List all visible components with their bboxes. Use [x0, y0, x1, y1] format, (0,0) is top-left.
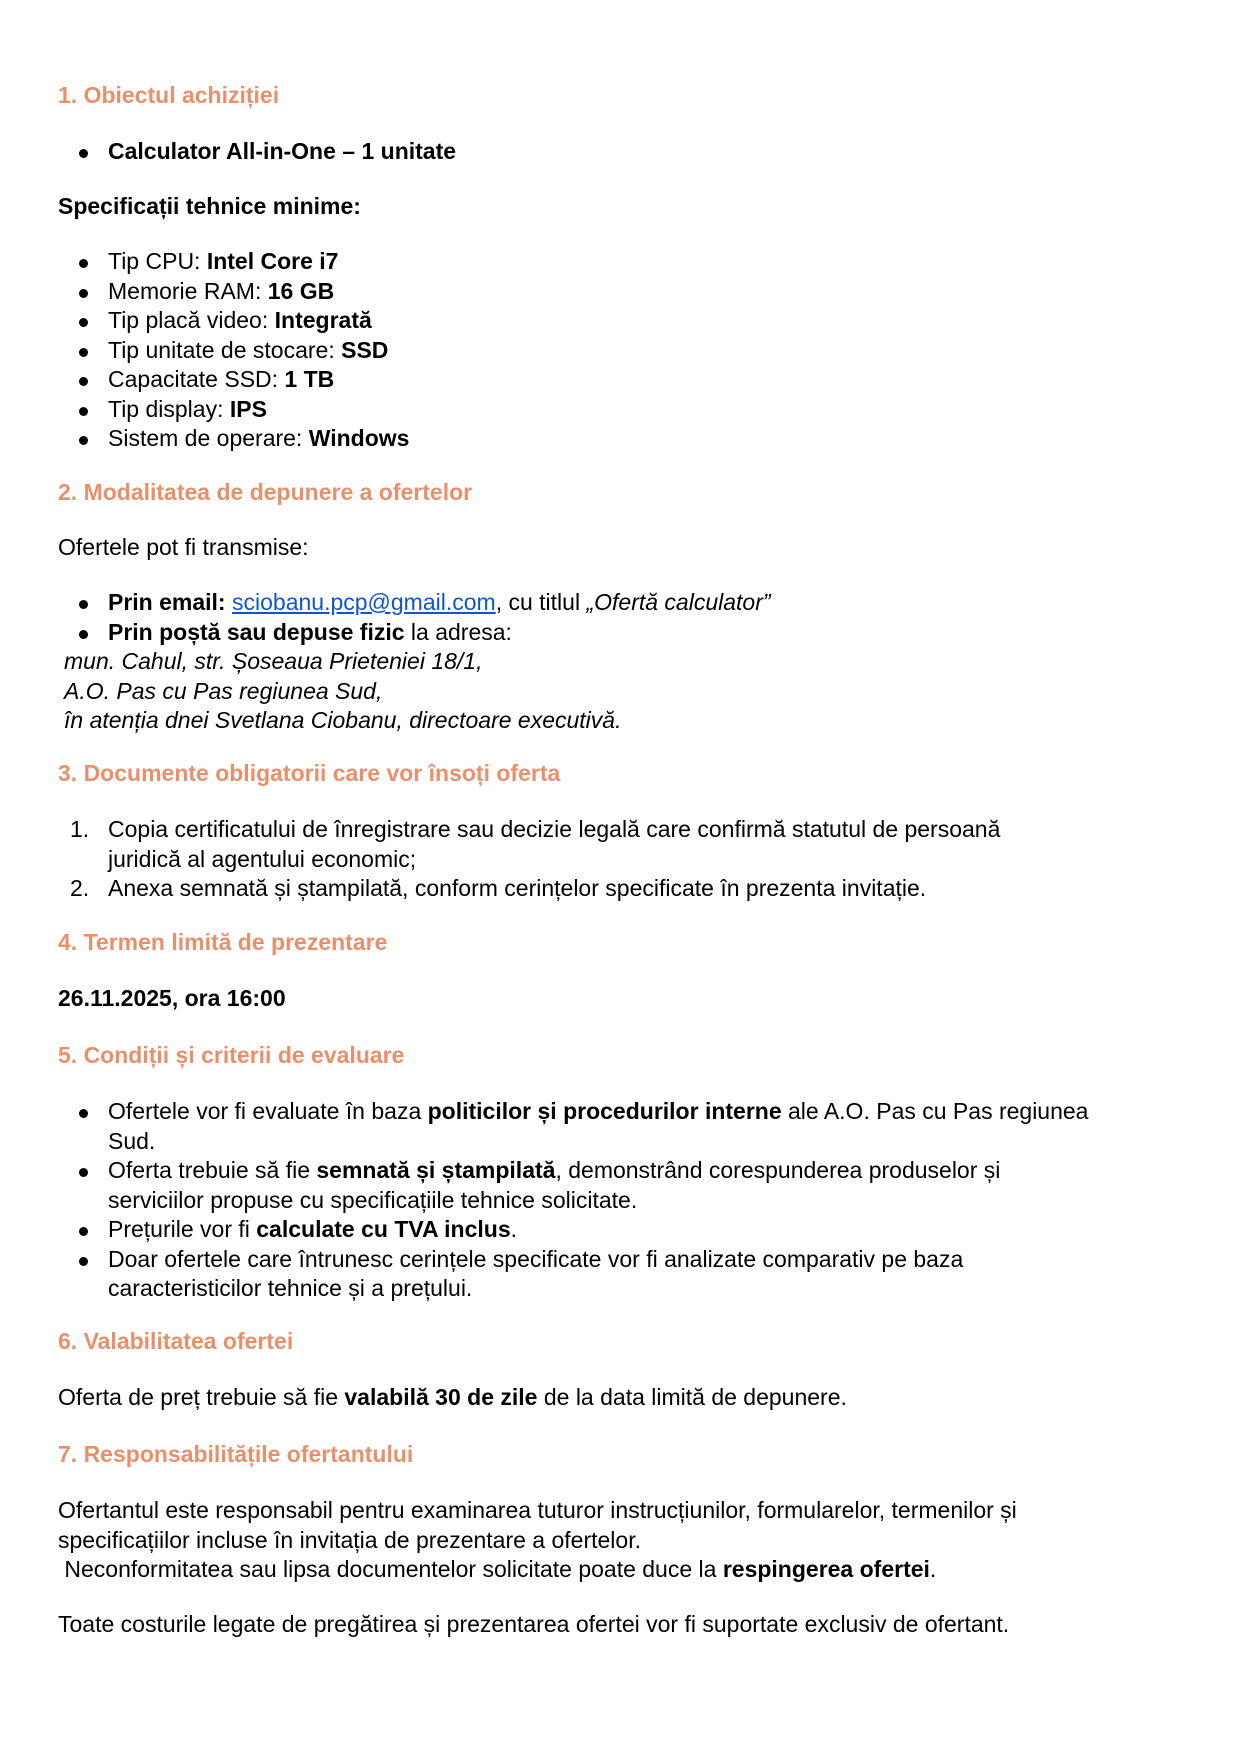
spec-value: SSD — [341, 336, 389, 363]
list-number: 2. — [70, 875, 90, 901]
section-5-heading: 5. Condiții și criterii de evaluare — [58, 1042, 405, 1068]
text-line: specificațiilor incluse în invitația de prezentare a ofertelor. — [58, 1526, 641, 1553]
bullet-icon — [79, 600, 88, 609]
text: Prețurile vor fi — [108, 1216, 257, 1242]
text: Doar ofertele care întrunesc cerințele specificate vor fi analizate comparativ pe baza — [108, 1245, 964, 1272]
bullet-icon — [79, 1227, 88, 1236]
bullet-icon — [79, 407, 88, 416]
spec-label: Tip CPU: — [108, 248, 207, 274]
validity-text — [58, 1383, 1183, 1413]
text: Neconformitatea sau lipsa documentelor solicitate poate duce la — [58, 1556, 723, 1582]
spec-label: Tip display: — [108, 395, 230, 422]
costs-paragraph: Toate costurile legate de pregătirea și prezentarea ofertei vor fi suportate exclusiv de ofertant. — [58, 1611, 1010, 1637]
spec-item — [58, 277, 1183, 307]
text-bold: semnată și ștampilată — [316, 1157, 556, 1183]
spec-item — [58, 247, 1183, 277]
list-item-continued: Sud. — [108, 1127, 156, 1154]
spec-value: 16 GB — [267, 277, 335, 304]
item-title: Calculator All-in-One – 1 unitate — [108, 138, 457, 164]
list-text: Anexa semnată și ștampilată, conform cerințelor specificate în prezenta invitație. — [108, 875, 927, 901]
bullet-icon — [79, 348, 88, 357]
section-3-heading: 3. Documente obligatorii care vor însoți oferta — [58, 760, 561, 786]
list-item — [58, 1245, 1183, 1275]
text-line: Ofertantul este responsabil pentru examinarea tuturor instrucțiunilor, formularelor, termenilor și — [58, 1497, 1017, 1523]
criteria-list — [58, 1097, 1183, 1304]
spec-value: Integrată — [274, 307, 372, 333]
list-item — [58, 137, 1183, 167]
bullet-icon — [79, 289, 88, 298]
list-item — [58, 1097, 1183, 1127]
list-item-continued: caracteristicilor tehnice și a prețului. — [108, 1275, 473, 1301]
text: . — [510, 1216, 518, 1242]
email-link[interactable]: sciobanu.pcp@gmail.com — [232, 589, 496, 615]
spec-item — [58, 365, 1183, 395]
text: Oferta de preț trebuie să fie — [58, 1384, 345, 1410]
spec-label: Memorie RAM: — [108, 277, 268, 304]
bullet-icon — [79, 1109, 88, 1118]
spec-label: Tip unitate de stocare: — [108, 336, 342, 363]
documents-list — [58, 815, 1183, 904]
text-bold: calculate cu TVA inclus — [256, 1216, 511, 1242]
list-item — [58, 588, 1183, 618]
post-label: Prin poștă sau depuse fizic — [108, 618, 405, 645]
list-text: Copia certificatului de înregistrare sau decizie legală care confirmă statutul de persoană — [108, 816, 1001, 842]
bullet-icon — [79, 318, 88, 327]
spec-label: Sistem de operare: — [108, 425, 309, 451]
list-item-continued — [58, 845, 1183, 875]
responsibility-paragraph — [58, 1496, 1183, 1585]
email-suffix: , cu titlul — [495, 589, 587, 615]
section-2-heading: 2. Modalitatea de depunere a ofertelor — [58, 479, 473, 505]
spec-label: Capacitate SSD: — [108, 366, 285, 392]
text: ale A.O. Pas cu Pas regiunea — [781, 1098, 1089, 1124]
list-item — [58, 1156, 1183, 1186]
spec-item — [58, 424, 1183, 454]
section-6-heading: 6. Valabilitatea ofertei — [58, 1328, 294, 1354]
bullet-icon — [79, 377, 88, 386]
text: Ofertele vor fi evaluate în baza — [108, 1098, 428, 1124]
text-bold: politicilor și procedurilor interne — [427, 1098, 782, 1124]
submission-intro: Ofertele pot fi transmise: — [58, 534, 309, 560]
spec-item — [58, 395, 1183, 425]
spec-value: Intel Core i7 — [206, 248, 339, 274]
list-number: 1. — [70, 816, 90, 842]
item-list — [58, 137, 1183, 167]
list-item — [58, 815, 1183, 845]
submission-list — [58, 588, 1183, 736]
text: de la data limită de depunere. — [537, 1384, 847, 1410]
section-1-heading: 1. Obiectul achiziției — [58, 82, 280, 108]
text-bold: valabilă 30 de zile — [344, 1384, 538, 1410]
text: Oferta trebuie să fie — [108, 1157, 317, 1183]
list-text: juridică al agentului economic; — [108, 845, 417, 872]
spec-item — [58, 306, 1183, 336]
bullet-icon — [79, 436, 88, 445]
list-item-continued: serviciilor propuse cu specificațiile tehnice solicitate. — [108, 1186, 638, 1213]
list-item — [58, 1215, 1183, 1245]
email-title: „Ofertă calculator” — [586, 589, 771, 615]
bullet-icon — [79, 1168, 88, 1177]
address-line: în atenția dnei Svetlana Ciobanu, directoare executivă. — [64, 707, 622, 733]
bullet-icon — [79, 630, 88, 639]
bullet-icon — [79, 1257, 88, 1266]
email-label: Prin email: — [108, 589, 226, 615]
spec-title: Specificații tehnice minime: — [58, 193, 361, 219]
spec-list — [58, 247, 1183, 454]
text: , demonstrând corespunderea produselor și — [555, 1157, 1001, 1183]
spec-item — [58, 336, 1183, 366]
address-line: A.O. Pas cu Pas regiunea Sud, — [64, 677, 383, 704]
spec-value: IPS — [229, 395, 267, 422]
bullet-icon — [79, 149, 88, 158]
spec-value: Windows — [308, 425, 410, 451]
text-line — [58, 1555, 1183, 1585]
address-line: mun. Cahul, str. Șoseaua Prieteniei 18/1, — [64, 648, 483, 674]
text: . — [929, 1556, 937, 1582]
list-item — [58, 618, 1183, 648]
spec-value: 1 TB — [284, 366, 335, 392]
spec-label: Tip placă video: — [108, 307, 275, 333]
text-bold: respingerea ofertei — [722, 1556, 930, 1582]
section-7-heading: 7. Responsabilitățile ofertantului — [58, 1441, 414, 1467]
deadline: 26.11.2025, ora 16:00 — [58, 985, 286, 1011]
list-item — [58, 874, 1183, 904]
bullet-icon — [79, 259, 88, 268]
post-suffix: la adresa: — [404, 618, 512, 645]
section-4-heading: 4. Termen limită de prezentare — [58, 929, 388, 955]
